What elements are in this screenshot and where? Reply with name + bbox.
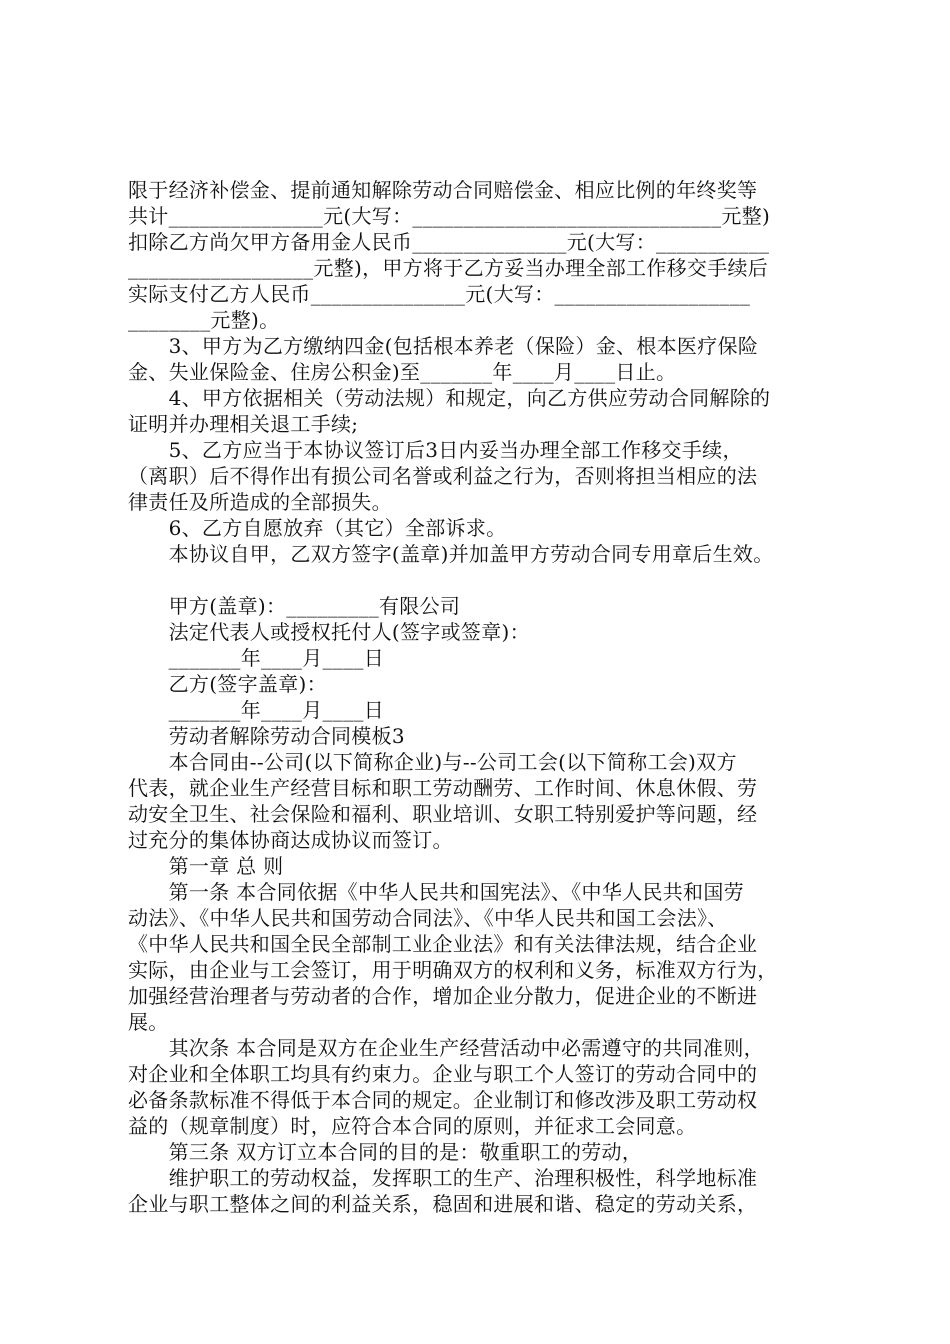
text-line: 企业与职工整体之间的利益关系，稳固和进展和谐、稳定的劳动关系， [128, 1192, 758, 1216]
text-line: 其次条 本合同是双方在企业生产经营活动中必需遵守的共同准则， [128, 1036, 764, 1060]
text-line: 扣除乙方尚欠甲方备用金人民币_______________元(大写：___________ [128, 230, 770, 254]
text-line: 益的（规章制度）时，应符合本合同的原则，并征求工会同意。 [128, 1114, 697, 1138]
text-line: 证明并办理相关退工手续; [128, 412, 359, 436]
text-line: （离职）后不得作出有损公司名誉或利益之行为，否则将担当相应的法 [128, 464, 758, 488]
party-a-date: _______年____月____日 [128, 646, 384, 670]
legal-representative: 法定代表人或授权托付人(签字或签章)： [128, 620, 530, 644]
text-line: 4、甲方依据相关（劳动法规）和规定，向乙方供应劳动合同解除的 [128, 386, 771, 410]
text-line: 过充分的集体协商达成协议而签订。 [128, 828, 453, 852]
section-title: 劳动者解除劳动合同模板3 [128, 724, 405, 748]
text-line: 本合同由--公司(以下简称企业)与--公司工会(以下简称工会)双方 [128, 750, 737, 774]
text-line: 实际，由企业与工会签订，用于明确双方的权利和义务，标准双方行为， [128, 958, 778, 982]
text-line: 代表，就企业生产经营目标和职工劳动酬劳、工作时间、休息休假、劳 [128, 776, 758, 800]
text-line: 第一条 本合同依据《中华人民共和国宪法》、《中华人民共和国劳 [128, 880, 744, 904]
text-line: 本协议自甲，乙双方签字(盖章)并加盖甲方劳动合同专用章后生效。 [128, 542, 774, 566]
text-line: 加强经营治理者与劳动者的合作，增加企业分散力，促进企业的不断进 [128, 984, 758, 1008]
text-line: 《中华人民共和国全民全部制工业企业法》和有关法律法规，结合企业 [128, 932, 758, 956]
text-line: 必备条款标准不得低于本合同的规定。企业制订和修改涉及职工劳动权 [128, 1088, 758, 1112]
text-line: 共计_______________元(大写：______________________________元整) [128, 204, 771, 228]
text-line: 对企业和全体职工均具有约束力。企业与职工个人签订的劳动合同中的 [128, 1062, 758, 1086]
text-line: 展。 [128, 1010, 169, 1034]
text-line: __________________元整)，甲方将于乙方妥当办理全部工作移交手续后 [128, 256, 769, 280]
text-line: 5、乙方应当于本协议签订后3日内妥当办理全部工作移交手续， [128, 438, 743, 462]
text-line: 动安全卫生、社会保险和福利、职业培训、女职工特别爱护等问题，经 [128, 802, 758, 826]
text-line: 律责任及所造成的全部损失。 [128, 490, 392, 514]
party-b-date: _______年____月____日 [128, 698, 384, 722]
text-line: 金、失业保险金、住房公积金)至_______年____月____日止。 [128, 360, 677, 384]
text-line: 6、乙方自愿放弃（其它）全部诉求。 [128, 516, 507, 540]
text-line: 限于经济补偿金、提前通知解除劳动合同赔偿金、相应比例的年终奖等 [128, 178, 758, 202]
party-b-signature: 乙方(签字盖章)： [128, 672, 327, 696]
text-line: 3、甲方为乙方缴纳四金(包括根本养老（保险）金、根本医疗保险 [128, 334, 759, 358]
text-line: 实际支付乙方人民币_______________元(大写：___________________ [128, 282, 751, 306]
text-line: 第三条 双方订立本合同的目的是：敬重职工的劳动， [128, 1140, 643, 1164]
text-line: 动法》、《中华人民共和国劳动合同法》、《中华人民共和国工会法》、 [128, 906, 728, 930]
text-line: 维护职工的劳动权益，发挥职工的生产、治理积极性，科学地标准 [128, 1166, 758, 1190]
text-line: ________元整)。 [128, 308, 280, 332]
party-a-seal: 甲方(盖章)：_________有限公司 [128, 594, 461, 618]
chapter-heading: 第一章 总 则 [128, 854, 284, 878]
